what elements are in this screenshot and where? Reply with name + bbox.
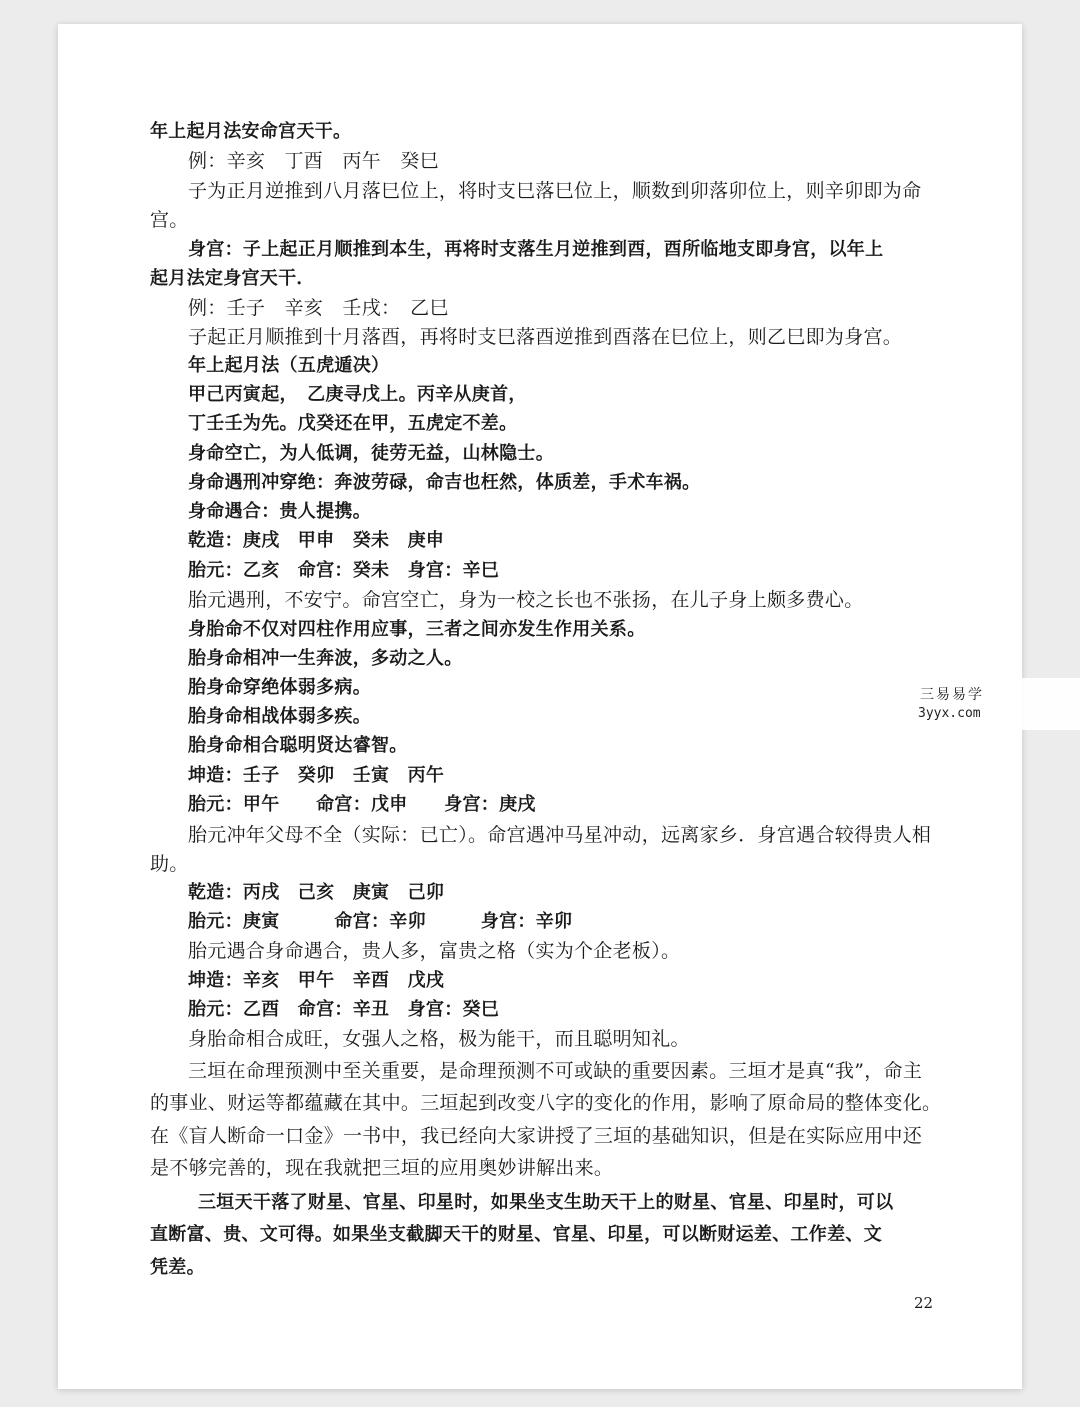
text-line: 身命空亡，为人低调，徒劳无益，山林隐士。 (188, 443, 554, 464)
text-line: 在《盲人断命一口金》一书中，我已经向大家讲授了三垣的基础知识，但是在实际应用中还 (150, 1125, 923, 1147)
text-line: 胎元：庚寅 命宫：辛卯 身宫：辛卯 (188, 911, 573, 932)
text-line: 子起正月顺推到十月落酉，再将时支巳落酉逆推到酉落在巳位上，则乙巳即为身宫。 (188, 326, 903, 348)
text-line: 胎元：乙亥 命宫：癸未 身宫：辛巳 (188, 560, 500, 581)
text-line: 胎身命相冲一生奔波，多动之人。 (188, 648, 463, 669)
text-line: 的事业、财运等都蕴藏在其中。三垣起到改变八字的变化的作用，影响了原命局的整体变化。 (150, 1092, 942, 1114)
text-line: 坤造：辛亥 甲午 辛酉 戊戌 (188, 970, 445, 991)
text-line: 身命遇刑冲穿绝：奔波劳碌，命吉也枉然，体质差，手术车祸。 (188, 472, 701, 493)
text-line: 年上起月法安命宫天干。 (150, 121, 352, 142)
text-line: 甲己丙寅起， 乙庚寻戊上。丙辛从庚首， (188, 384, 527, 405)
page-number: 22 (914, 1294, 934, 1312)
text-line: 直断富、贵、文可得。如果坐支截脚天干的财星、官星、印星，可以断财运差、工作差、文 (150, 1224, 882, 1245)
text-line: 是不够完善的，现在我就把三垣的应用奥妙讲解出来。 (150, 1157, 614, 1179)
text-line: 子为正月逆推到八月落巳位上，将时支巳落巳位上，顺数到卯落卯位上，则辛卯即为命 (188, 180, 922, 202)
text-line: 年上起月法（五虎遁决） (188, 355, 390, 376)
text-line: 例：辛亥 丁酉 丙午 癸巳 (188, 150, 439, 172)
text-line: 坤造：壬子 癸卯 壬寅 丙午 (188, 765, 445, 786)
watermark-url: 3yyx.com (918, 706, 981, 721)
text-line: 助。 (150, 853, 189, 875)
text-line: 宫。 (150, 209, 189, 231)
text-line: 胎身命穿绝体弱多病。 (188, 677, 371, 698)
text-line: 三垣在命理预测中至关重要，是命理预测不可或缺的重要因素。三垣才是真“我”，命主 (188, 1060, 923, 1082)
text-line: 身胎命不仅对四柱作用应事，三者之间亦发生作用关系。 (188, 619, 646, 640)
text-line: 凭差。 (150, 1257, 205, 1278)
text-line: 身胎命相合成旺，女强人之格，极为能干，而且聪明知礼。 (188, 1028, 690, 1050)
watermark-name: 三易易学 (920, 687, 984, 703)
text-line: 胎元遇合身命遇合，贵人多，富贵之格（实为个企老板）。 (188, 940, 681, 962)
text-line: 三垣天干落了财星、官星、印星时，如果坐支生助天干上的财星、官星、印星时，可以 (198, 1192, 894, 1213)
text-line: 胎元：甲午 命宫：戊申 身宫：庚戌 (188, 794, 536, 815)
text-line: 例：壬子 辛亥 壬戌： 乙巳 (188, 297, 449, 319)
text-line: 胎元：乙酉 命宫：辛丑 身宫：癸巳 (188, 999, 500, 1020)
text-line: 胎元遇刑，不安宁。命宫空亡，身为一校之长也不张扬，在儿子身上颇多费心。 (188, 589, 864, 611)
text-line: 丁壬壬为先。戊癸还在甲，五虎定不差。 (188, 413, 518, 434)
document-page (58, 24, 1022, 1389)
text-line: 胎元冲年父母不全（实际：已亡）。命宫遇冲马星冲动，远离家乡．身宫遇合较得贵人相 (188, 824, 932, 846)
text-line: 乾造：庚戌 甲申 癸未 庚申 (188, 530, 445, 551)
text-line: 胎身命相合聪明贤达睿智。 (188, 735, 408, 756)
text-line: 胎身命相战体弱多疾。 (188, 706, 371, 727)
text-line: 乾造：丙戌 己亥 庚寅 己卯 (188, 882, 445, 903)
text-line: 身命遇合：贵人提携。 (188, 501, 371, 522)
text-line: 起月法定身宫天干． (150, 268, 315, 289)
text-line: 身宫：子上起正月顺推到本生，再将时支落生月逆推到酉，酉所临地支即身宫，以年上 (188, 239, 884, 260)
